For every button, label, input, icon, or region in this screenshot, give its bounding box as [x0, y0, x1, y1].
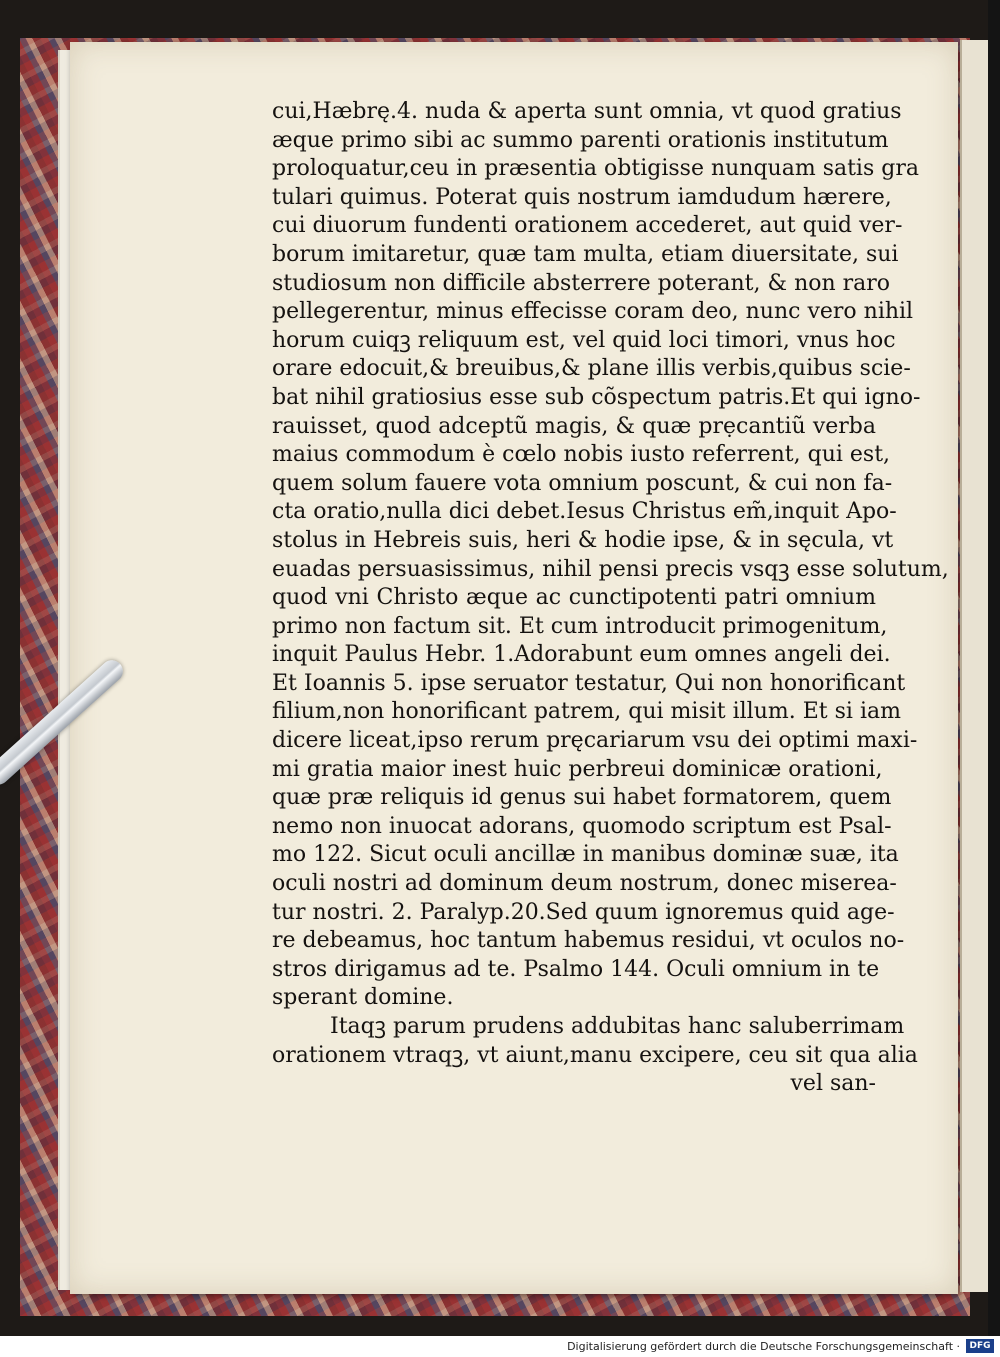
dfg-logo-icon: DFG — [966, 1339, 994, 1353]
text-line: dicere liceat,ipso rerum pręcariarum vsu dei optimi maxi- — [272, 728, 918, 754]
text-line: borum imitaretur, quæ tam multa, etiam diuersitate, sui — [272, 241, 899, 267]
text-line: orationem vtraqꝫ, vt aiunt,manu excipere, ceu sit qua alia — [272, 1042, 918, 1068]
text-line: stolus in Hebreis suis, heri & hodie ipse, & in sęcula, vt — [272, 527, 894, 553]
text-line: sperant domine. — [272, 985, 454, 1011]
text-line: Itaqꝫ parum prudens addubitas hanc saluberrimam — [330, 1014, 905, 1039]
funding-credit: Digitalisierung gefördert durch die Deutsche Forschungsgemeinschaft · — [567, 1340, 960, 1353]
text-line: bat nihil gratiosius esse sub cõspectum patris.Et qui igno- — [272, 384, 921, 410]
text-line: inquit Paulus Hebr. 1.Adorabunt eum omnes angeli dei. — [272, 642, 891, 668]
text-line: horum cuiqꝫ reliquum est, vel quid loci timori, vnus hoc — [272, 327, 896, 353]
binding-edge — [988, 0, 1000, 1336]
text-line: quæ præ reliquis id genus sui habet formatorem, quem — [272, 785, 892, 811]
text-line: pellegerentur, minus effecisse coram deo, nunc vero nihil — [272, 299, 914, 325]
text-line: stros dirigamus ad te. Psalmo 144. Oculi omnium in te — [272, 956, 880, 982]
text-line: Et Ioannis 5. ipse seruator testatur, Qui non honorificant — [272, 670, 906, 696]
text-line: cui diuorum fundenti orationem accederet, aut quid ver- — [272, 213, 903, 239]
text-line: primo non factum sit. Et cum introducit primogenitum, — [272, 613, 888, 639]
text-line: cui,Hæbrę.4. nuda & aperta sunt omnia, vt quod gratius — [272, 99, 902, 124]
page-text — [272, 98, 949, 1099]
text-line: oculi nostri ad dominum deum nostrum, donec miserea- — [272, 871, 897, 897]
text-line: æque primo sibi ac summo parenti orationis institutum — [272, 127, 889, 153]
footer-bar — [0, 1336, 1000, 1357]
text-line: quem solum fauere vota omnium poscunt, & cui non fa- — [272, 470, 893, 496]
text-line: orare edocuit,& breuibus,& plane illis verbis,quibus scie- — [272, 356, 911, 382]
text-line: quod vni Christo æque ac cunctipotenti patri omnium — [272, 585, 876, 611]
text-line: cta oratio,nulla dici debet.Iesus Christus em̃,inquit Apo- — [272, 499, 897, 525]
text-line: tur nostri. 2. Paralyp.20.Sed quum ignoremus quid age- — [272, 899, 895, 925]
text-line: re debeamus, hoc tantum habemus residui, vt oculos no- — [272, 928, 905, 954]
catchword: vel san- — [790, 1071, 876, 1097]
text-line: rauisset, quod adceptũ magis, & quæ prẹcantiũ verba — [272, 413, 876, 439]
text-line: tulari quimus. Poterat quis nostrum iamdudum hærere, — [272, 184, 892, 210]
text-line: studiosum non difficile absterrere poterant, & non raro — [272, 270, 891, 296]
text-line: euadas persuasissimus, nihil pensi precis vsqꝫ esse solutum, — [272, 556, 949, 582]
text-line: mo 122. Sicut oculi ancillæ in manibus dominæ suæ, ita — [272, 842, 899, 868]
text-line: filium,non honorificant patrem, qui misit illum. Et si iam — [272, 699, 901, 725]
text-line: nemo non inuocat adorans, quomodo scriptum est Psal- — [272, 813, 892, 839]
right-page-edge — [960, 40, 990, 1292]
text-line: mi gratia maior inest huic perbreui dominicæ orationi, — [272, 756, 883, 782]
text-line: proloquatur,ceu in præsentia obtigisse nunquam satis gra — [272, 156, 919, 182]
text-line: maius commodum è cœlo nobis iusto referrent, qui est, — [272, 442, 891, 468]
